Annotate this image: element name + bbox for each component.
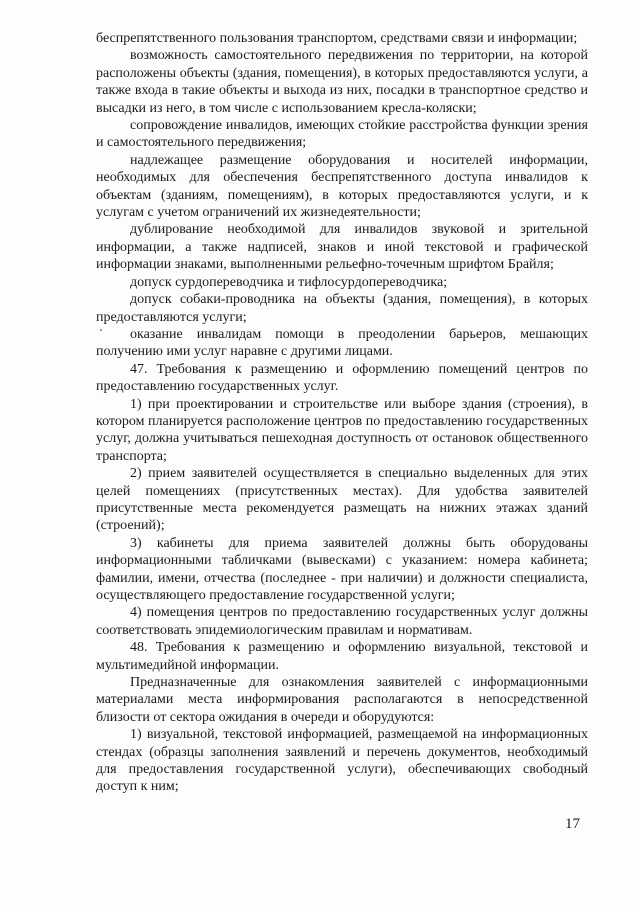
- paragraph: надлежащее размещение оборудования и носителей информации, необходимых для обеспечения беспрепятственного доступа инвалидов к объектам (зданиям, помещениям), в которых предоставляются услуги, и к услугам с учетом ограничений их жизнедеятельности;: [96, 152, 588, 221]
- paragraph: дублирование необходимой для инвалидов звуковой и зрительной информации, а также надписей, знаков и иной текстовой и графической информации знаками, выполненными рельефно-точечным шрифтом Брайля;: [96, 222, 588, 273]
- paragraph: 3) кабинеты для приема заявителей должны быть оборудованы информационными табличками (вывесками) с указанием: номера кабинета; фамилии, имени, отчества (последнее - при наличии) и должности специалиста, осуществляющего предоставление государственной услуги;: [96, 535, 588, 603]
- paragraph: 4) помещения центров по предоставлению государственных услуг должны соответствовать эпидемиологическим правилам и нормативам.: [96, 605, 588, 638]
- body-text: [96, 30, 588, 796]
- section-heading-47: 47. Требования к размещению и оформлению помещений центров по предоставлению государственных услуг.: [96, 361, 588, 395]
- paragraph: возможность самостоятельного передвижения по территории, на которой расположены объекты (здания, помещения), в которых предоставляются услуги, а также входа в такие объекты и выхода из них, посадки в транспортное средство и высадки из него, в том числе с использованием кресла-коляски;: [96, 48, 588, 116]
- scan-speck: [100, 329, 102, 331]
- paragraph: 1) при проектировании и строительстве или выборе здания (строения), в котором планируется расположение центров по предоставлению государственных услуг, должна учитываться пешеходная доступность от остановок общественного транспорта;: [96, 396, 588, 464]
- paragraph: оказание инвалидам помощи в преодолении барьеров, мешающих получению ими услуг наравне с другими лицами.: [96, 326, 588, 360]
- paragraph: допуск сурдопереводчика и тифлосурдопереводчика;: [130, 274, 448, 290]
- page-number: 17: [565, 816, 580, 832]
- paragraph: сопровождение инвалидов, имеющих стойкие расстройства функции зрения и самостоятельного передвижения;: [96, 118, 588, 151]
- paragraph: допуск собаки-проводника на объекты (здания, помещения), в которых предоставляются услуги;: [96, 292, 588, 325]
- paragraph: 1) визуальной, текстовой информацией, размещаемой на информационных стендах (образцы заполнения заявлений и перечень документов, необходимый для предоставления государственной услуги), обеспечивающих свободный доступ к ним;: [96, 727, 588, 795]
- paragraph: Предназначенные для ознакомления заявителей с информационными материалами места информирования располагаются в непосредственной близости от сектора ожидания в очереди и оборудуются:: [96, 675, 588, 725]
- section-heading-48: 48. Требования к размещению и оформлению визуальной, текстовой и мультимедийной информации.: [96, 640, 588, 673]
- paragraph-continuation: беспрепятственного пользования транспортом, средствами связи и информации;: [96, 31, 578, 46]
- paragraph: 2) прием заявителей осуществляется в специально выделенных для этих целей помещениях (присутственных местах). Для удобства заявителей присутственные места рекомендуется размещать на нижних этажах зданий (строений);: [96, 466, 588, 534]
